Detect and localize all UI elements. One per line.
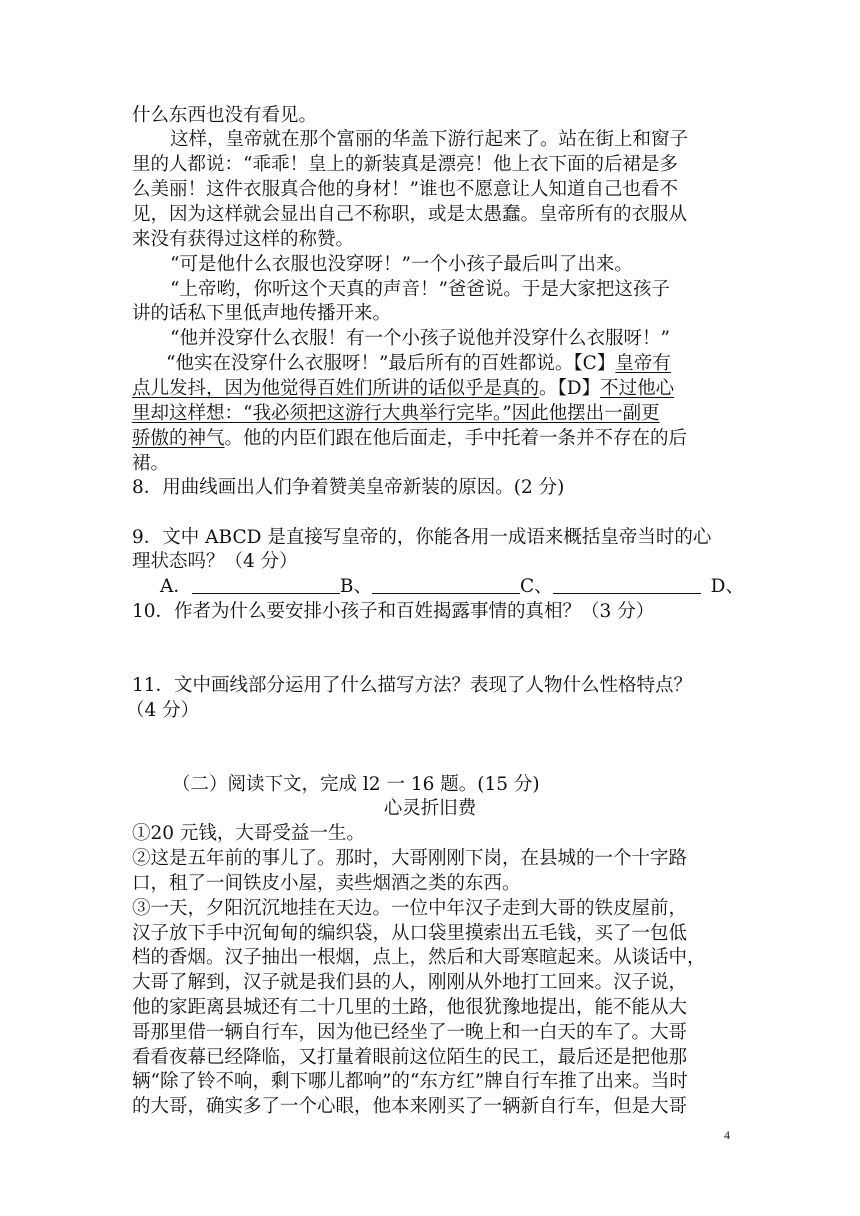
answer-blank-b[interactable] [372,575,520,594]
underlined-text: 不过他心 [600,378,675,399]
answer-blank-c[interactable] [553,575,701,594]
passage-line: 裙。 [132,453,170,474]
paragraph-line: 哥那里借一辆自行车，因为他已经坐了一晚上和一白天的车了。大哥 [132,1022,688,1043]
question-10: 10．作者为什么要安排小孩子和百姓揭露事情的真相？（3 分） [132,601,655,622]
blank-label-c: C、 [519,576,553,597]
article-title: 心灵折旧费 [383,798,477,819]
question-8: 8．用曲线画出人们争着赞美皇帝新装的原因。(2 分) [132,477,565,498]
blank-label-a: A． [160,576,192,597]
underlined-line: 里却这样想：“我必须把这游行大典举行完毕。”因此他摆出一副更 [132,403,660,424]
passage-line: 什么东西也没有看见。 [132,105,318,126]
paragraph-line: 的大哥，确实多了一个心眼，他本来刚买了一辆新自行车，但是大哥 [132,1096,688,1117]
passage-line: “他并没穿什么衣服！有一个小孩子说他并没穿什么衣服呀！” [170,328,670,349]
passage-line [132,427,687,451]
page-number: 4 [724,1128,730,1142]
passage-line: 见，因为这样就会显出自己不称职，或是太愚蠢。皇帝所有的衣服从 [132,204,688,225]
passage-text: 。他的内臣们跟在他后面走，手中托着一条并不存在的后 [224,428,688,449]
question-9-cont: 理状态吗？（4 分） [132,551,298,572]
passage-line [166,352,671,376]
passage-line [132,377,674,401]
passage-line: 这样，皇帝就在那个富丽的华盖下游行起来了。站在街上和窗子 [170,129,689,150]
paragraph-line: 大哥了解到，汉子就是我们县的人，刚刚从外地打工回来。汉子说， [132,972,688,993]
paragraph-line: 口，租了一间铁皮小屋，卖些烟酒之类的东西。 [132,873,521,894]
section-heading: （二）阅读下文，完成 l2 一 16 题。(15 分) [172,774,540,795]
answer-blank-a[interactable] [192,575,340,594]
paragraph-line: 汉子放下手中沉甸甸的编织袋，从口袋里摸索出五毛钱，买了一包低 [132,923,688,944]
paragraph-line: 辆“除了铃不响，剩下哪儿都响”的“东方红”牌自行车推了出来。当时 [132,1071,688,1092]
passage-text: 。【D】 [539,378,601,399]
underlined-text: 皇帝有 [615,353,671,374]
passage-line: 么美丽！这件衣服真合他的身材！”谁也不愿意让人知道自己也看不 [132,179,678,200]
passage-line: 里的人都说：“乖乖！皇上的新装真是漂亮！他上衣下面的后裙是多 [132,154,678,175]
question-11: 11．文中画线部分运用了什么描写方法？表现了人物什么性格特点？ [132,675,693,696]
underlined-text: 骄傲的神气 [132,428,225,449]
question-11-cont: （4 分） [126,700,200,721]
underlined-text: 点儿发抖，因为他觉得百姓们所讲的话似乎是真的 [132,378,540,399]
paragraph-line: 他的家距离县城还有二十几里的土路，他很犹豫地提出，能不能从大 [132,997,688,1018]
blank-label-b: B、 [339,576,372,597]
paragraph-line: ③一天，夕阳沉沉地挂在天边。一位中年汉子走到大哥的铁皮屋前， [132,898,688,919]
blank-label-d: D、 [710,576,744,597]
paragraph-line: ①20 元钱，大哥受益一生。 [132,823,365,844]
answer-blanks-row [160,575,744,599]
passage-line: “可是他什么衣服也没穿呀！”一个小孩子最后叫了出来。 [170,254,633,275]
question-9: 9．文中 ABCD 是直接写皇帝的，你能各用一成语来概括皇帝当时的心 [132,527,712,548]
passage-text: “他实在没穿什么衣服呀！”最后所有的百姓都说。【C】 [166,353,616,374]
passage-line: 讲的话私下里低声地传播开来。 [132,303,392,324]
paragraph-line: 档的香烟。汉子抽出一根烟，点上，然后和大哥寒暄起来。从谈话中， [132,947,706,968]
paragraph-line: 看看夜幕已经降临，又打量着眼前这位陌生的民工，最后还是把他那 [132,1047,688,1068]
passage-line: 来没有获得过这样的称赞。 [132,229,355,250]
passage-line: “上帝哟，你听这个天真的声音！”爸爸说。于是大家把这孩子 [170,279,670,300]
paragraph-line: ②这是五年前的事儿了。那时，大哥刚刚下岗，在县城的一个十字路 [132,848,688,869]
